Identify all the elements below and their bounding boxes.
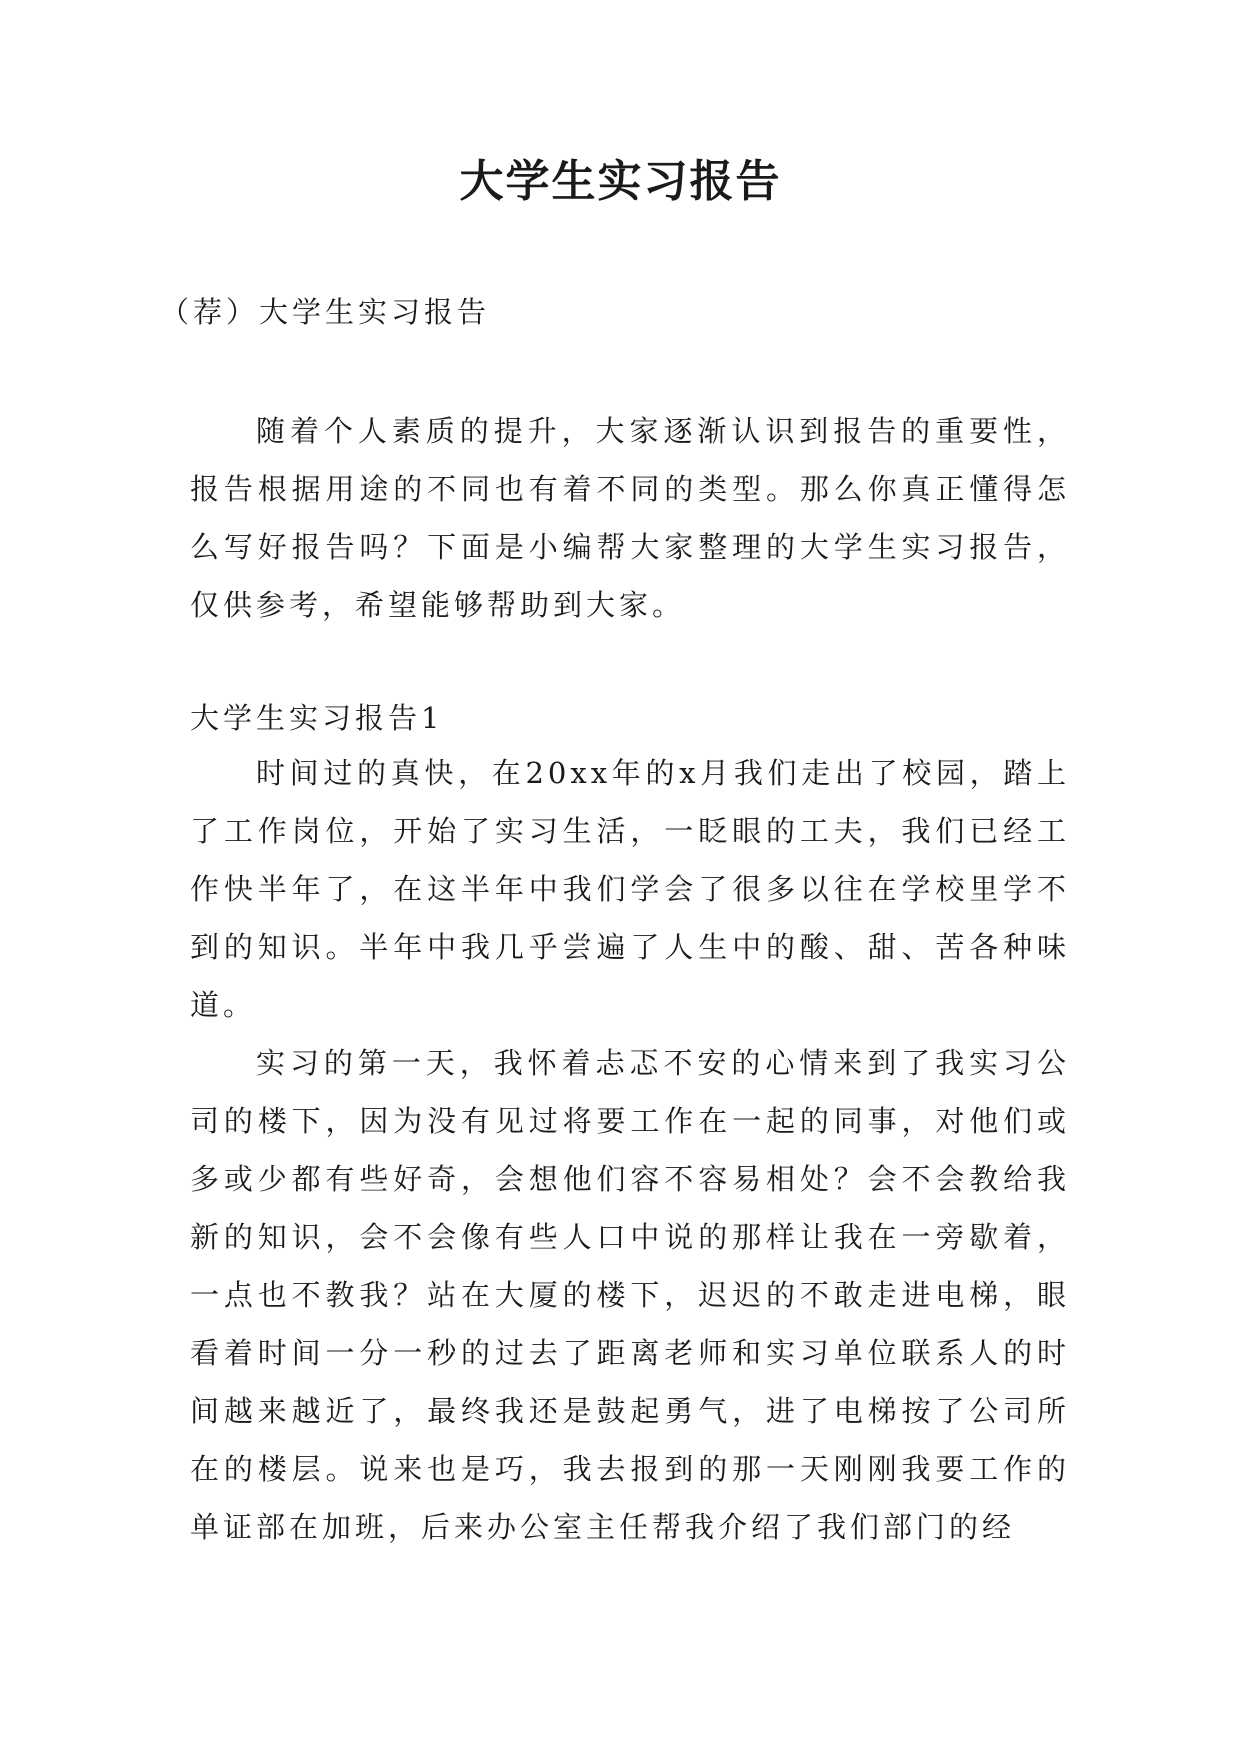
intro-paragraph: 随着个人素质的提升，大家逐渐认识到报告的重要性，报告根据用途的不同也有着不同的类型。那么你真正懂得怎么写好报告吗？下面是小编帮大家整理的大学生实习报告，仅供参考，希望能够帮助到大家。	[190, 414, 1070, 622]
document-title: 大学生实习报告	[459, 156, 782, 207]
body-paragraph: 实习的第一天，我怀着忐忑不安的心情来到了我实习公司的楼下，因为没有见过将要工作在一起的同事，对他们或多或少都有些好奇，会想他们容不容易相处？会不会教给我新的知识，会不会像有些人口中说的那样让我在一旁歇着，一点也不教我？站在大厦的楼下，迟迟的不敢走进电梯，眼看着时间一分一秒的过去了距离老师和实习单位联系人的时间越来越近了，最终我还是鼓起勇气，进了电梯按了公司所在的楼层。说来也是巧，我去报到的那一天刚刚我要工作的单证部在加班，后来办公室主任帮我介绍了我们部门的经	[190, 1046, 1070, 1544]
document-subtitle: （荐）大学生实习报告	[160, 295, 491, 329]
body-paragraph: 时间过的真快，在20xx年的x月我们走出了校园，踏上了工作岗位，开始了实习生活，一眨眼的工夫，我们已经工作快半年了，在这半年中我们学会了很多以往在学校里学不到的知识。半年中我几乎尝遍了人生中的酸、甜、苦各种味道。	[190, 756, 1070, 1022]
section-body	[190, 744, 1070, 1556]
section-heading: 大学生实习报告1	[190, 701, 444, 735]
intro-section	[190, 402, 1070, 634]
